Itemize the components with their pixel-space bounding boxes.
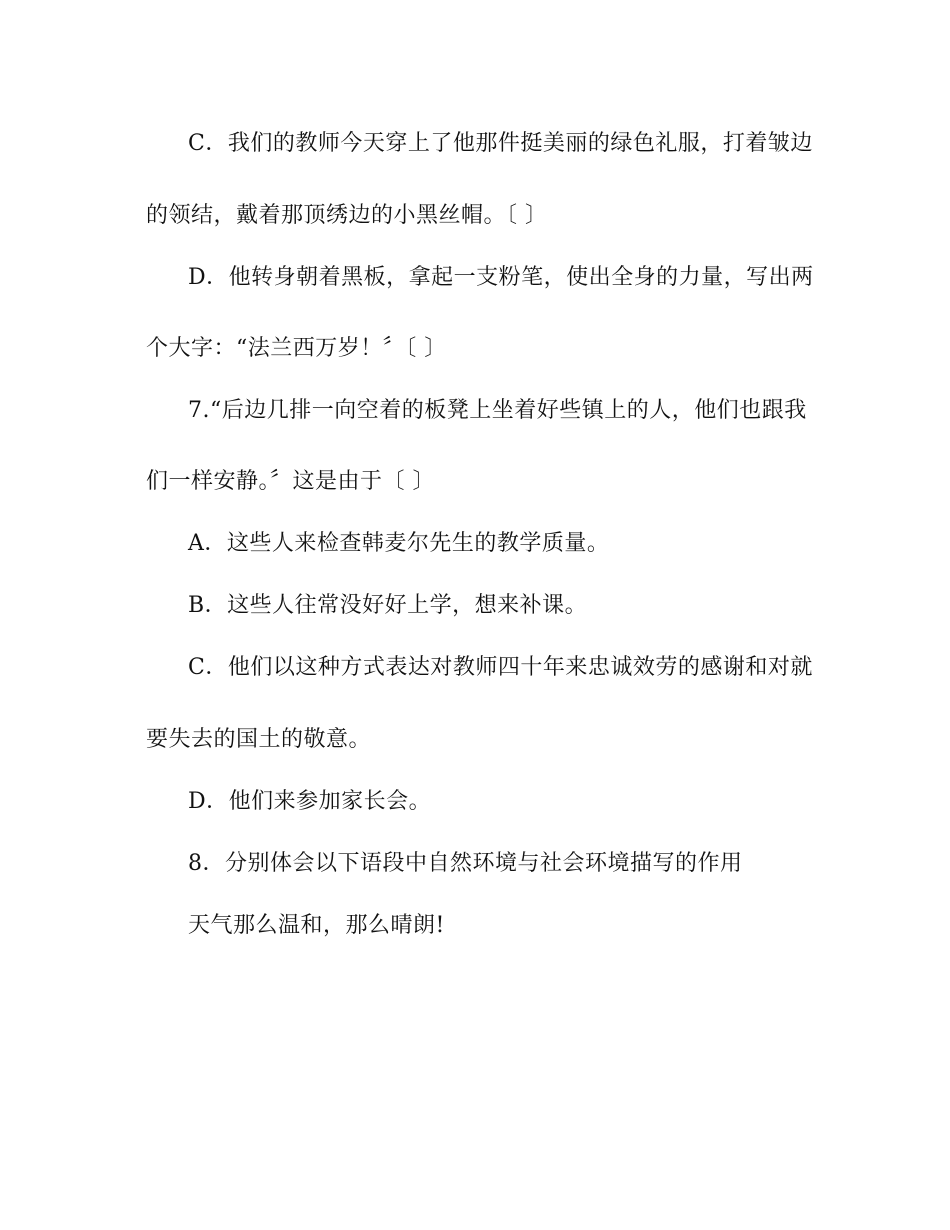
passage-line: 天气那么温和，那么晴朗! bbox=[188, 913, 445, 938]
question-8: 8．分别体会以下语段中自然环境与社会环境描写的作用 bbox=[188, 851, 743, 876]
option-d-line-1: D．他转身朝着黑板，拿起一支粉笔，使出全身的力量，写出两 bbox=[188, 265, 814, 290]
option-c-line-2: 的领结，戴着那顶绣边的小黑丝帽。〔 〕 bbox=[146, 203, 548, 228]
question-7-line-2: 们一样安静。〞这是由于〔 〕 bbox=[146, 469, 435, 494]
q7-option-d: D．他们来参加家长会。 bbox=[188, 789, 432, 814]
option-d-line-2: 个大字：“法兰西万岁！〞〔 〕 bbox=[146, 336, 447, 361]
q7-option-b: B．这些人往常没好好上学，想来补课。 bbox=[188, 593, 588, 618]
q7-option-c-line-1: C．他们以这种方式表达对教师四十年来忠诚效劳的感谢和对就 bbox=[188, 655, 813, 680]
option-c-line-1: C．我们的教师今天穿上了他那件挺美丽的绿色礼服，打着皱边 bbox=[188, 131, 813, 156]
question-7-line-1: 7.“后边几排一向空着的板凳上坐着好些镇上的人，他们也跟我 bbox=[188, 398, 807, 423]
q7-option-a: A．这些人来检查韩麦尔先生的教学质量。 bbox=[188, 531, 610, 556]
q7-option-c-line-2: 要失去的国土的敬意。 bbox=[146, 727, 372, 752]
